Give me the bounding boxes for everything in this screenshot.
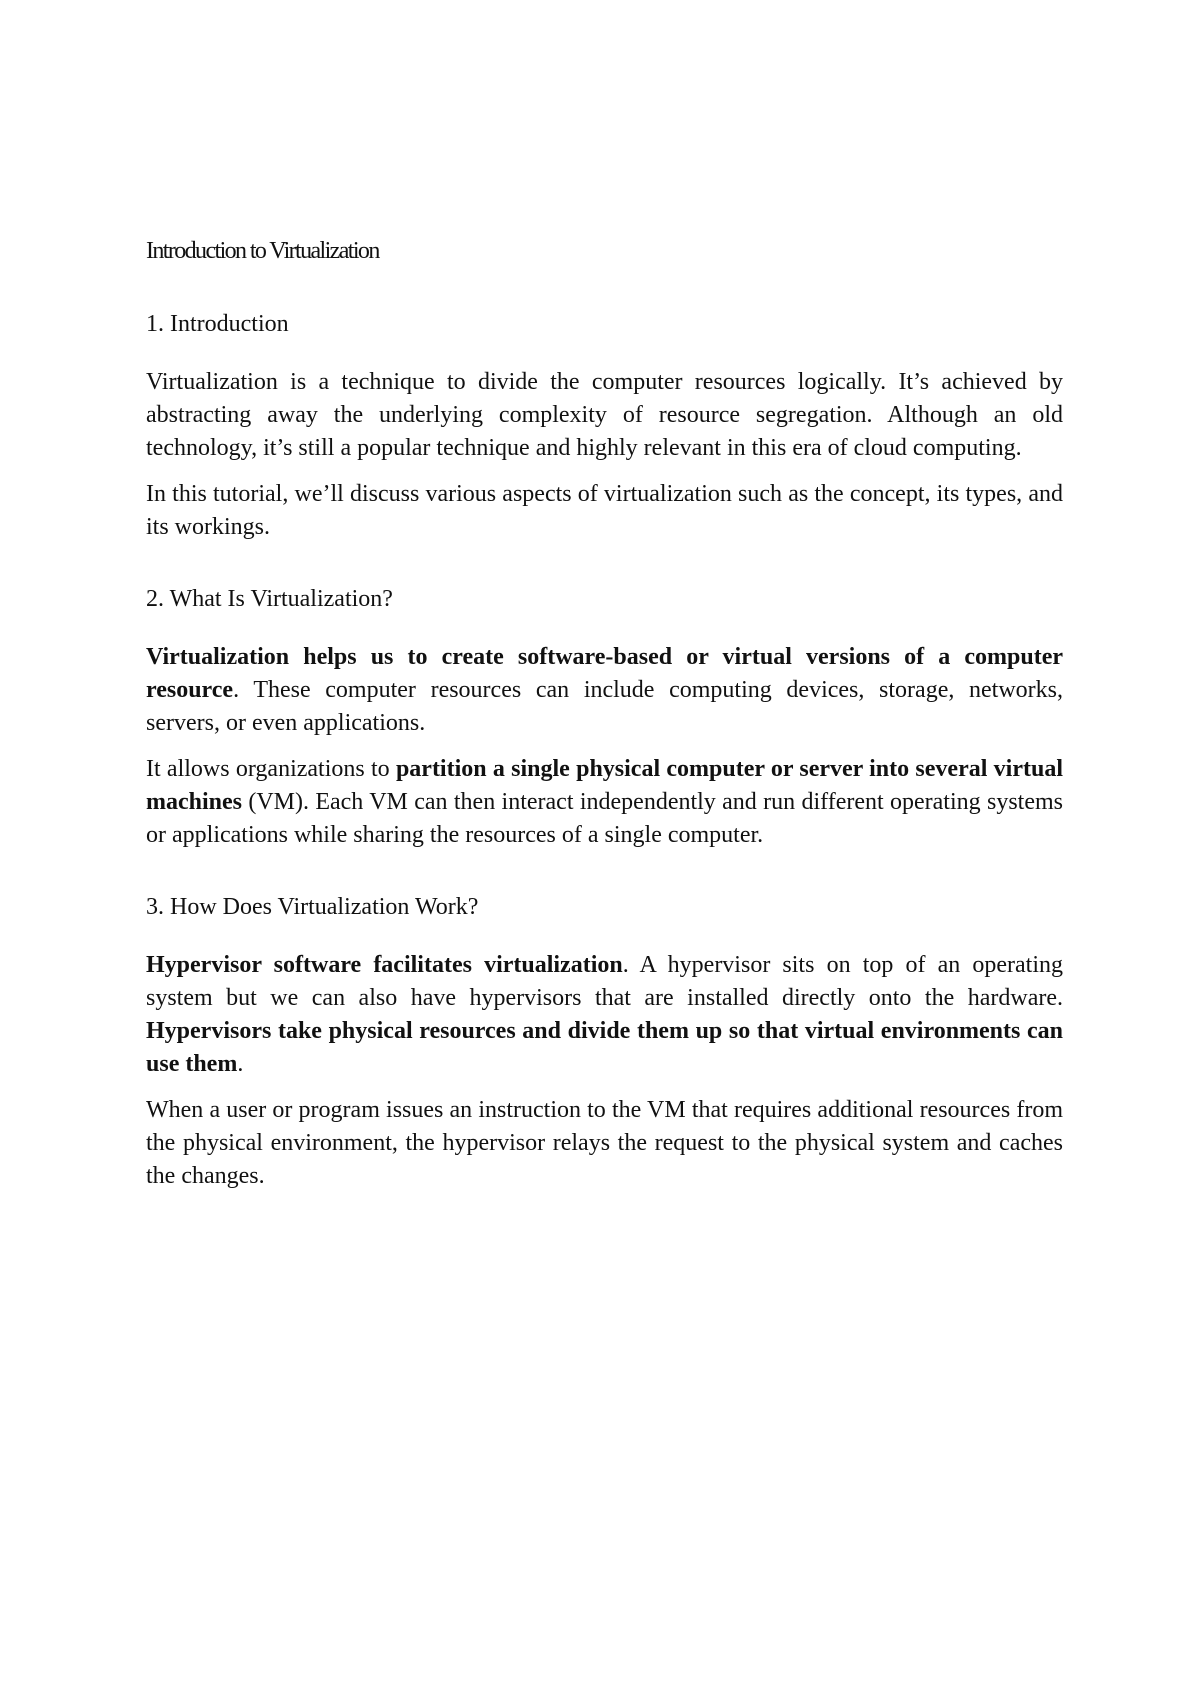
document-title: Introduction to Virtualization (146, 238, 379, 264)
paragraph-what-is-1 (146, 641, 1063, 740)
plain-text: . These computer resources can include computing devices, storage, networks, servers, or even applications. (146, 677, 1063, 736)
document-body (146, 236, 1063, 1206)
bold-text: Hypervisors take physical resources and divide them up so that virtual environments can use them (146, 1018, 1063, 1077)
plain-text: . A hypervisor sits on top of an operating system but we can also have hypervisors that are installed directly onto the hardware. (146, 952, 1064, 1011)
paragraph-how-1 (146, 949, 1063, 1081)
plain-text: . (237, 1051, 244, 1077)
paragraph-intro-2: In this tutorial, we’ll discuss various aspects of virtualization such as the concept, its types, and its workings. (146, 481, 1063, 540)
bold-text: Hypervisor software facilitates virtualization (146, 952, 623, 978)
section-heading-what-is-virtualization: 2. What Is Virtualization? (146, 586, 393, 612)
paragraph-what-is-2 (146, 753, 1063, 852)
paragraph-how-2: When a user or program issues an instruction to the VM that requires additional resources from the physical environment, the hypervisor relays the request to the physical system and caches the changes. (146, 1097, 1063, 1189)
bold-text: Virtualization helps us to create software-based or virtual versions of a computer resource (146, 644, 1063, 703)
bold-text: partition a single physical computer or server into several virtual machines (146, 756, 1063, 815)
section-heading-how-it-works: 3. How Does Virtualization Work? (146, 894, 479, 920)
plain-text: (VM). Each VM can then interact independently and run different operating systems or applications while sharing the resources of a single computer. (146, 789, 1063, 848)
paragraph-intro-1: Virtualization is a technique to divide the computer resources logically. It’s achieved by abstracting away the underlying complexity of resource segregation. Although an old technology, it’s still a popular technique and highly relevant in this era of cloud computing. (146, 369, 1063, 461)
plain-text: It allows organizations to (146, 756, 396, 782)
section-heading-introduction: 1. Introduction (146, 311, 289, 337)
